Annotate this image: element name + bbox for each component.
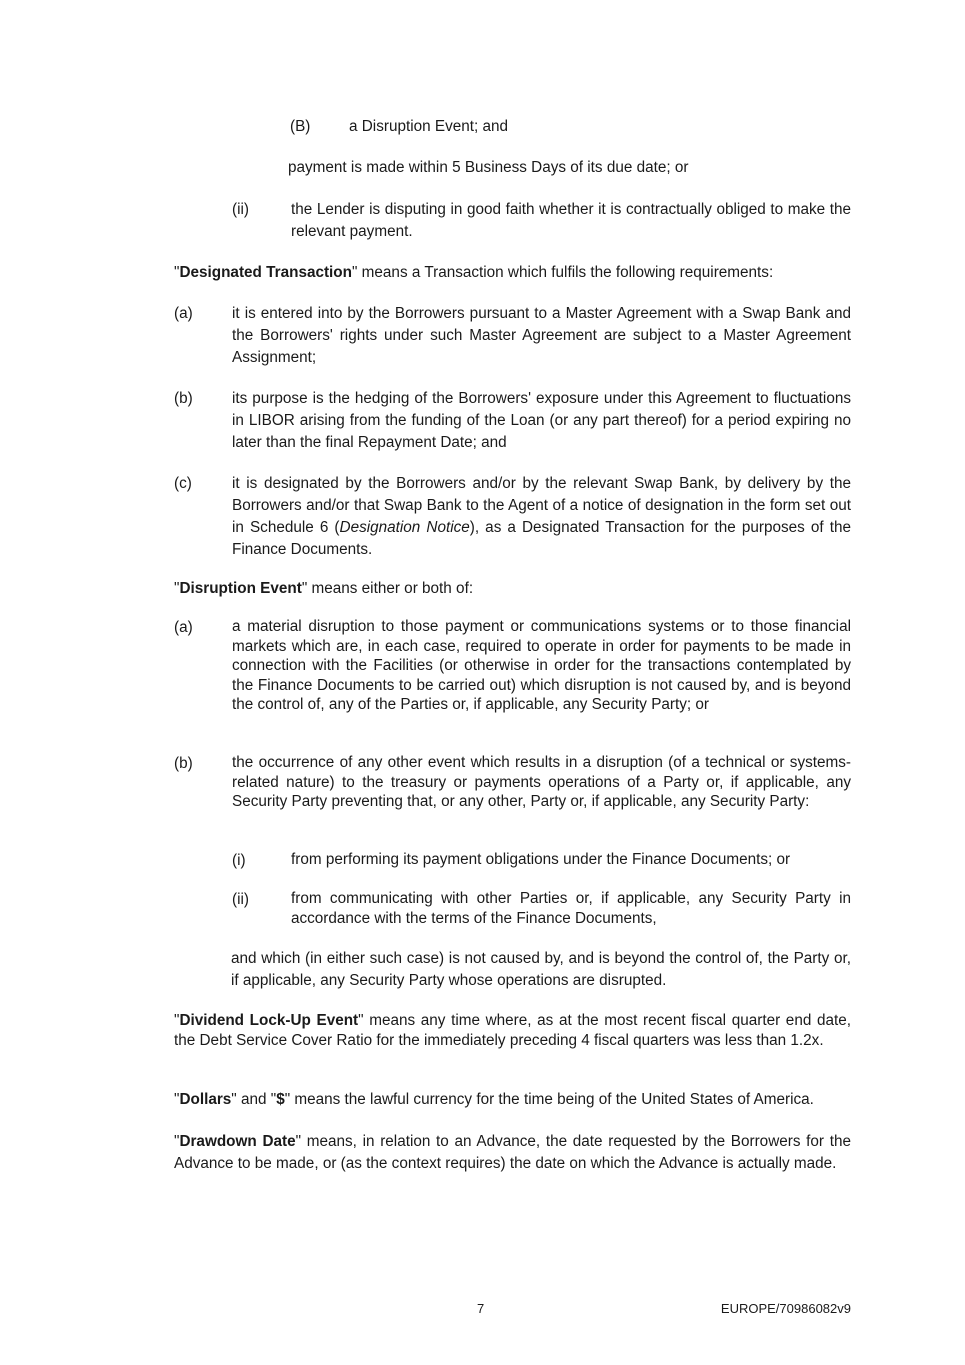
clause-label-ii: (ii) <box>232 201 249 218</box>
designated-item-a: it is entered into by the Borrowers pursuant to a Master Agreement with a Swap Bank and the Borrowers' rights under such Master Agreement are subject to a Master Agreement Assignment; <box>232 305 851 366</box>
definition-drawdown-date: "Drawdown Date" means, in relation to an Advance, the date requested by the Borrowers for the Advance to be made, or (as the context requires) the date on which the Advance is actually made. <box>174 1133 851 1172</box>
designated-item-b: its purpose is the hedging of the Borrowers' exposure under this Agreement to fluctuations in LIBOR arising from the funding of the Loan (or any part thereof) for a period expiring no later than the final Repayment Date; and <box>232 390 851 451</box>
disruption-subitem-i: from performing its payment obligations under the Finance Documents; or <box>291 851 791 868</box>
disruption-subitem-ii: from communicating with other Parties or, if applicable, any Security Party in accordance with the terms of the Finance Documents, <box>291 890 851 927</box>
definition-designated-transaction: "Designated Transaction" means a Transaction which fulfils the following requirements: <box>174 264 774 281</box>
clause-ii-text: the Lender is disputing in good faith whether it is contractually obliged to make the relevant payment. <box>291 201 851 240</box>
defined-term: Drawdown Date <box>179 1133 296 1150</box>
subitem-label: (ii) <box>232 891 249 908</box>
item-label: (c) <box>174 475 192 492</box>
defined-term: $ <box>276 1091 285 1108</box>
definition-disruption-event: "Disruption Event" means either or both of: <box>174 580 474 597</box>
item-label: (a) <box>174 619 193 636</box>
designated-item-c: it is designated by the Borrowers and/or by the relevant Swap Bank, by delivery by the Borrowers and/or that Swap Bank to the Agent of a notice of designation in the form set out in Schedule 6 (Designation Notice), as a Designated Transaction for the purposes of the Finance Documents. <box>232 475 851 558</box>
defined-term: Designated Transaction <box>179 264 352 281</box>
disruption-item-a: a material disruption to those payment or communications systems or to those financial markets which are, in each case, required to operate in order for payments to be made in connection with the Facilities (or otherwise in order for the transactions contemplated by the Finance Documents to be carried out) which disruption is not caused by, and is beyond the control of, any of the Parties or, if applicable, any Security Party; or <box>232 618 851 713</box>
item-label: (b) <box>174 755 193 772</box>
definition-dividend-lockup: "Dividend Lock-Up Event" means any time where, as at the most recent fiscal quarter end date, the Debt Service Cover Ratio for the immediately preceding 4 fiscal quarters was less than 1.2x. <box>174 1012 851 1049</box>
clause-label-B: (B) <box>290 118 311 135</box>
disruption-tail: and which (in either such case) is not caused by, and is beyond the control of, the Party or, if applicable, any Security Party whose operations are disrupted. <box>231 950 851 989</box>
document-reference: EUROPE/70986082v9 <box>720 1301 851 1316</box>
payment-line: payment is made within 5 Business Days of its due date; or <box>288 159 689 176</box>
definition-dollars: "Dollars" and "$" means the lawful currency for the time being of the United States of America. <box>174 1091 814 1108</box>
defined-term: Disruption Event <box>179 580 302 597</box>
disruption-item-b: the occurrence of any other event which results in a disruption (of a technical or systems-related nature) to the treasury or payments operations of a Party or, if applicable, any Security Party preventing that, or any other, Party or, if applicable, any Security Party: <box>232 754 851 810</box>
item-label: (a) <box>174 305 193 322</box>
item-label: (b) <box>174 390 193 407</box>
defined-term: Dollars <box>179 1091 232 1108</box>
page-number: 7 <box>477 1301 485 1316</box>
subitem-label: (i) <box>232 852 246 869</box>
clause-B-text: a Disruption Event; and <box>349 118 509 135</box>
defined-term: Dividend Lock-Up Event <box>179 1012 359 1029</box>
